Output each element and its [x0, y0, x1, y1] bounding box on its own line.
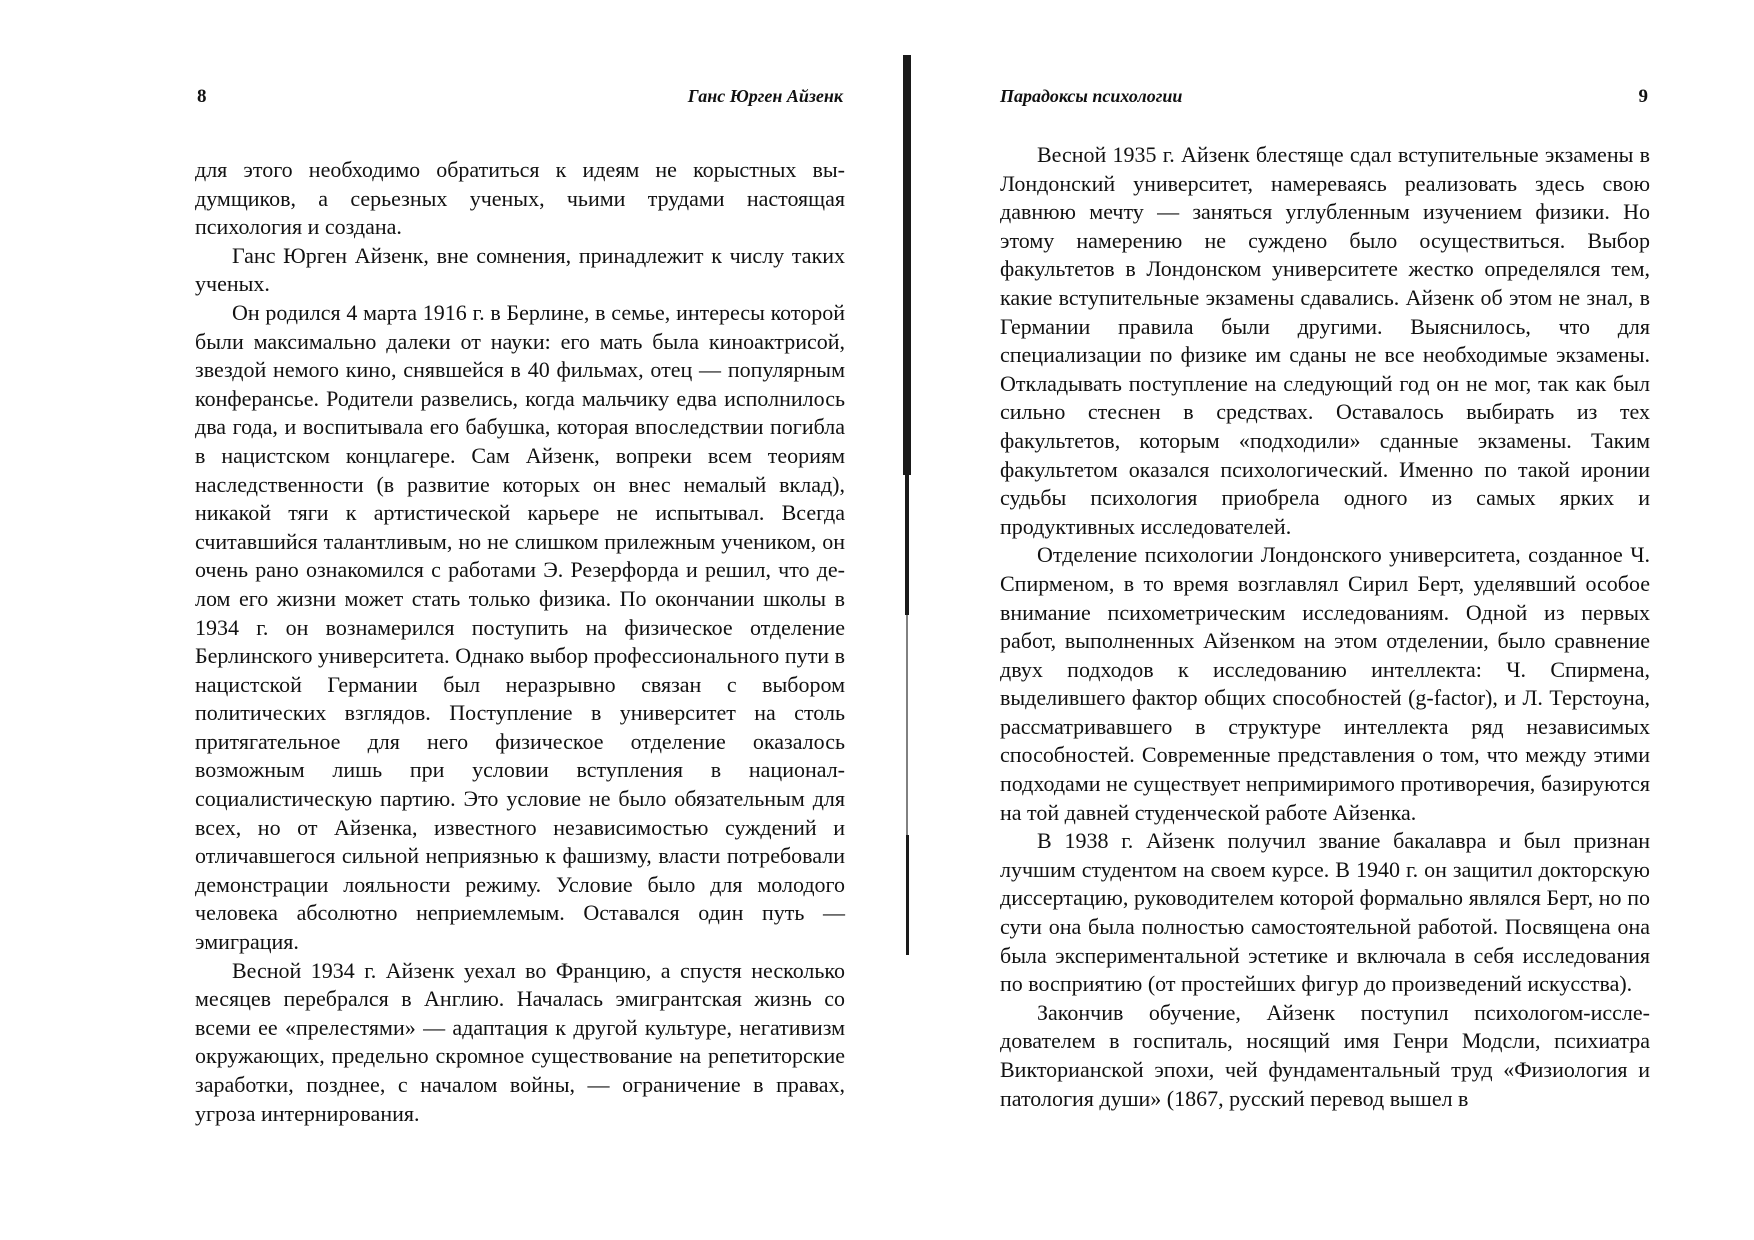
- left-running-head: [195, 86, 845, 116]
- paragraph: Весной 1934 г. Айзенк уехал во Францию, а спустя несколько месяцев перебрался в Англию. Началась эмигрантская жизнь со всеми ее «прелестями» — адаптация к другой культуре, негативизм окружающих, предельно скромное существование на репетиторские заработки, позднее, с началом войны, — ограничение в правах, угроза интернирования.: [195, 957, 845, 1126]
- paragraph: В 1938 г. Айзенк получил звание бакалавра и был признан лучшим студентом на своем курсе. В 1940 г. он защитил докторскую диссертацию, руководителем которой формально являлся Берт, но по сути она была полностью самостоятельной работой. Посвящена она была экспериментальной эстетике и включала в себя исследования по восприятию (от простейших фигур до произведений искусства).: [1000, 828, 1650, 997]
- left-running-title: Ганс Юрген Айзенк: [687, 86, 843, 106]
- right-page-number: 9: [1638, 86, 1648, 107]
- gutter-scan-shadow: [902, 55, 914, 1105]
- left-page: [195, 0, 845, 1240]
- paragraph: Весной 1935 г. Айзенк блестяще сдал вступительные экзамены в Лондонский университет, намереваясь реализовать здесь свою давнюю мечту — заняться углубленным изучением физики. Но этому намерению не суждено было осуществиться. Выбор факультетов в Лондонском университете жестко определялся тем, какие вступительные экзамены сдавались. Айзенк об этом не знал, в Германии правила были другими. Выяснилось, что для специализации по физике им сданы не все необходимые экзамены. Откладывать поступление на следующий год он не мог, так как был сильно стеснен в средствах. Оставалось выбирать из тех факультетов, которым «подходили» сданные экзамены. Таким факультетом оказался психологический. Именно по такой иронии судьбы психология приобрела одного из самых ярких и продуктивных исследователей.: [1000, 142, 1650, 539]
- right-running-title: Парадоксы психологии: [1000, 86, 1183, 106]
- paragraph: Ганс Юрген Айзенк, вне сомнения, принадлежит к числу таких ученых.: [195, 242, 845, 297]
- right-running-head: [1000, 86, 1650, 116]
- paragraph: для этого необходимо обратиться к идеям не корыстных выдумщиков, а серьезных ученых, чьими трудами настоящая психология и создана.: [195, 157, 845, 240]
- right-page: [1000, 0, 1650, 1240]
- left-page-number: 8: [197, 86, 207, 107]
- right-body-text: [1000, 141, 1650, 1113]
- left-body-text: [195, 156, 845, 1128]
- paragraph: Отделение психологии Лондонского университета, созданное Ч. Спирменом, в то время возглавлял Сирил Берт, уделявший особое внимание психометрическим исследованиям. Одной из первых работ, выполненных Айзенком на этом отделении, было сравнение двух подходов к исследованию интеллекта: Ч. Спирмена, выделившего фактор общих способностей (g-factor), и Л. Терстоуна, рассматривавшего в структуре интеллекта ряд независимых способностей. Современные представления о том, что между этими подходами не существует непримиримого противоречия, базируются на той давней студенческой работе Айзенка.: [1000, 542, 1650, 825]
- paragraph: Закончив обучение, Айзенк поступил психологом-исследователем в госпиталь, носящий имя Генри Модсли, психиатра Викторианской эпохи, чей фундаментальный труд «Физиология и патология души» (1867, русский перевод вышел в: [1000, 999, 1650, 1111]
- paragraph: Он родился 4 марта 1916 г. в Берлине, в семье, интересы которой были максимально далеки от науки: его мать была киноактрисой, звездой немого кино, снявшейся в 40 фильмах, отец — популярным конферансье. Родители развелись, когда мальчику едва исполнилось два года, и воспитывала его бабушка, которая впоследствии погибла в нацистском концлагере. Сам Айзенк, вопреки всем теориям наследственности (в развитие которых он внес немалый вклад), никакой тяги к артистической карьере не испытывал. Всегда считавшийся талантливым, но не слишком прилежным учеником, он очень рано ознакомился с работами Э. Резерфорда и решил, что делом его жизни может стать только физика. По окончании школы в 1934 г. он вознамерился поступить на физическое отделение Берлинского университета. Однако выбор профессионального пути в нацистской Германии был неразрывно связан с выбором политических взглядов. Поступление в университет на столь притягательное для него физическое отделение оказалось возможным лишь при условии вступления в национал-социалистическую партию. Это условие не было обязательным для всех, но от Айзенка, известного независимостью суждений и отличавшегося сильной неприязнью к фашизму, власти потребовали демонстрации лояльности режиму. Условие было для молодого человека абсолютно неприемлемым. Оставался один путь — эмиграция.: [195, 299, 845, 955]
